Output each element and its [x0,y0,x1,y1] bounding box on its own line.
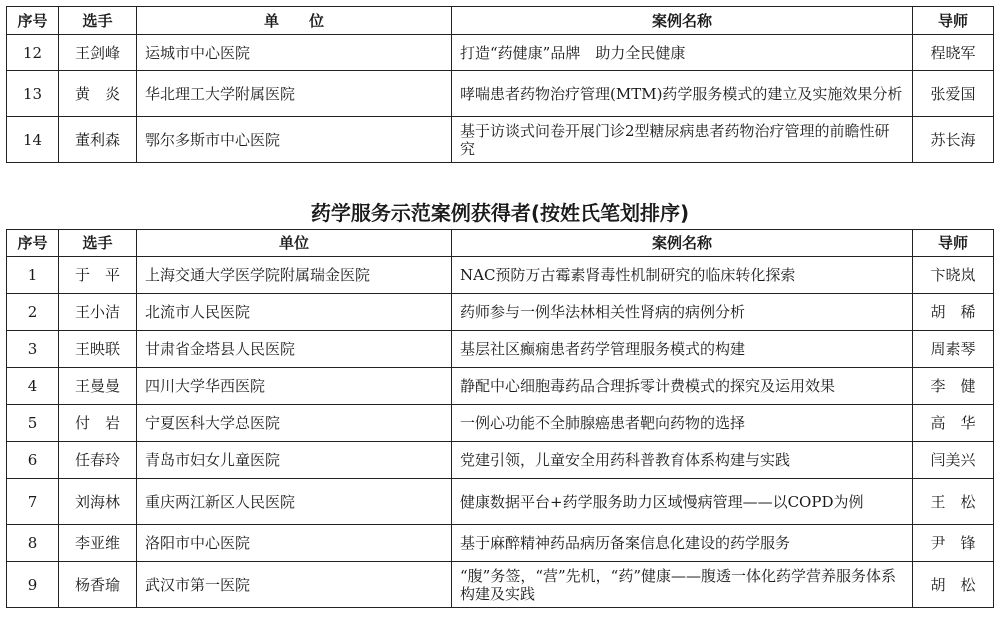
table-header-row [7,230,994,257]
cell-case: 一例心功能不全肺腺癌患者靶向药物的选择 [452,405,913,442]
award-table [6,229,994,608]
cell-tutor: 高 华 [913,405,994,442]
cell-unit: 四川大学华西医院 [137,368,452,405]
header-name: 选手 [59,230,137,257]
header-name: 选手 [59,7,137,35]
cell-tutor: 胡 松 [913,562,994,608]
header-unit: 单 位 [137,7,452,35]
cell-tutor: 尹 锋 [913,525,994,562]
cell-no: 2 [7,294,59,331]
table-row [7,368,994,405]
cell-unit: 青岛市妇女儿童医院 [137,442,452,479]
cell-no: 12 [7,35,59,71]
cell-case: 健康数据平台+药学服务助力区域慢病管理——以COPD为例 [452,479,913,525]
cell-case: 基于麻醉精神药品病历备案信息化建设的药学服务 [452,525,913,562]
cell-case: “腹”务签，“营”先机，“药”健康——腹透一体化药学营养服务体系构建及实践 [452,562,913,608]
cell-name: 杨香瑜 [59,562,137,608]
table-row [7,479,994,525]
cell-unit: 甘肃省金塔县人民医院 [137,331,452,368]
cell-name: 董利森 [59,117,137,163]
cell-no: 7 [7,479,59,525]
header-unit: 单位 [137,230,452,257]
header-no: 序号 [7,230,59,257]
cell-case: 基层社区癫痫患者药学管理服务模式的构建 [452,331,913,368]
header-tutor: 导师 [913,7,994,35]
cell-tutor: 王 松 [913,479,994,525]
cell-case: 基于访谈式问卷开展门诊2型糖尿病患者药物治疗管理的前瞻性研究 [452,117,913,163]
cell-unit: 运城市中心医院 [137,35,452,71]
cell-case: 党建引领，儿童安全用药科普教育体系构建与实践 [452,442,913,479]
section-title: 药学服务示范案例获得者(按姓氏笔划排序) [310,201,690,225]
award-table-continued [6,6,994,163]
cell-no: 14 [7,117,59,163]
cell-name: 李亚维 [59,525,137,562]
cell-name: 王小洁 [59,294,137,331]
cell-unit: 上海交通大学医学院附属瑞金医院 [137,257,452,294]
cell-no: 4 [7,368,59,405]
cell-name: 任春玲 [59,442,137,479]
cell-case: 打造“药健康”品牌 助力全民健康 [452,35,913,71]
cell-unit: 北流市人民医院 [137,294,452,331]
cell-case: 静配中心细胞毒药品合理拆零计费模式的探究及运用效果 [452,368,913,405]
cell-name: 付 岩 [59,405,137,442]
cell-name: 刘海林 [59,479,137,525]
header-tutor: 导师 [913,230,994,257]
cell-no: 8 [7,525,59,562]
cell-tutor: 闫美兴 [913,442,994,479]
table-row [7,331,994,368]
table-row [7,294,994,331]
cell-case: 药师参与一例华法林相关性肾病的病例分析 [452,294,913,331]
cell-unit: 鄂尔多斯市中心医院 [137,117,452,163]
cell-name: 于 平 [59,257,137,294]
cell-name: 王剑峰 [59,35,137,71]
table-header-row [7,7,994,35]
cell-tutor: 李 健 [913,368,994,405]
cell-case: NAC预防万古霉素肾毒性机制研究的临床转化探索 [452,257,913,294]
cell-no: 1 [7,257,59,294]
cell-no: 5 [7,405,59,442]
table-row [7,71,994,117]
cell-unit: 重庆两江新区人民医院 [137,479,452,525]
cell-tutor: 程晓军 [913,35,994,71]
cell-name: 黄 炎 [59,71,137,117]
cell-tutor: 苏长海 [913,117,994,163]
cell-name: 王映联 [59,331,137,368]
cell-tutor: 周素琴 [913,331,994,368]
cell-name: 王曼曼 [59,368,137,405]
table-row [7,405,994,442]
table-row [7,35,994,71]
cell-unit: 宁夏医科大学总医院 [137,405,452,442]
table-row [7,525,994,562]
cell-no: 3 [7,331,59,368]
table-row [7,442,994,479]
cell-tutor: 张爱国 [913,71,994,117]
table-row [7,257,994,294]
cell-case: 哮喘患者药物治疗管理(MTM)药学服务模式的建立及实施效果分析 [452,71,913,117]
cell-unit: 武汉市第一医院 [137,562,452,608]
table-row [7,562,994,608]
cell-no: 9 [7,562,59,608]
table-row [7,117,994,163]
header-case: 案例名称 [452,7,913,35]
header-no: 序号 [7,7,59,35]
cell-tutor: 胡 稀 [913,294,994,331]
cell-unit: 华北理工大学附属医院 [137,71,452,117]
cell-tutor: 卞晓岚 [913,257,994,294]
header-case: 案例名称 [452,230,913,257]
cell-no: 13 [7,71,59,117]
cell-unit: 洛阳市中心医院 [137,525,452,562]
cell-no: 6 [7,442,59,479]
